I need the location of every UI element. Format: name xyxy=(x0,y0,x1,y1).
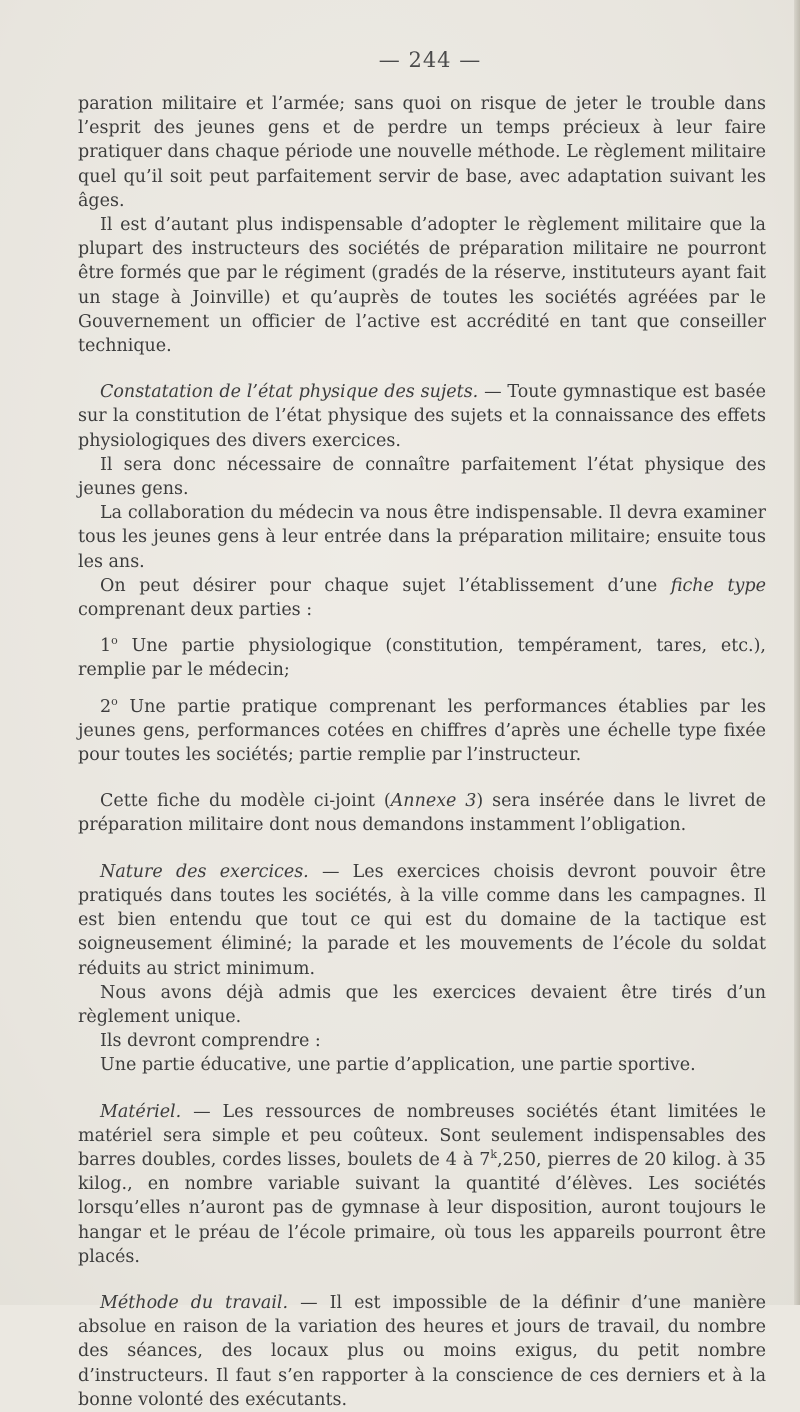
list-number: 1 xyxy=(100,636,112,657)
paragraph: Ils devront comprendre : xyxy=(100,1031,321,1052)
list-item: 2$^o$ Une partie pratique comprenant les performances établies par les jeunes gens, performances cotées en chiffres d’après une échelle type fixée pour toutes les sociétés; partie remplie par l’instructeur. xyxy=(78,694,766,766)
list-item: 1$^o$ Une partie physiologique (constitution, tempérament, tares, etc.), remplie par le médecin; xyxy=(78,634,766,681)
ordinal-mark: o xyxy=(111,694,118,708)
section-paragraph: Nature des exercices. — Les exercices choisis devront pouvoir être pratiqués dans toutes les sociétés, à la ville comme dans les campagnes. Il est bien entendu que tout ce qui est du domaine de la tactique est soigneusement éliminé; la parade et les mouvements de l’école du soldat réduits au strict minimum. xyxy=(78,861,766,979)
paragraph: Une partie éducative, une partie d’application, une partie sportive. xyxy=(100,1055,696,1076)
section-heading: Matériel. xyxy=(100,1101,182,1122)
italic-term: Annexe 3 xyxy=(390,791,477,812)
paragraph: Nous avons déjà admis que les exercices devaient être tirés d’un règlement unique. xyxy=(78,982,766,1027)
section-paragraph: Méthode du travail. — Il est impossible de la définir d’une manière absolue en raison de la variation des heures et jours de travail, du nombre des séances, des locaux plus ou moins exigus, du petit nombre d’instructeurs. Il faut s’en rapporter à la conscience de ces derniers et à la bonne volonté des exécutants. xyxy=(78,1292,767,1410)
italic-term: fiche type xyxy=(670,575,766,596)
page-body xyxy=(78,92,766,1412)
page-edge xyxy=(794,0,800,1305)
section-heading: Méthode du travail. xyxy=(100,1292,289,1313)
paragraph: La collaboration du médecin va nous être indispensable. Il devra examiner tous les jeunes gens à leur entrée dans la préparation militaire; ensuite tous les ans. xyxy=(78,503,766,572)
section-paragraph: Matériel. — Les ressources de nombreuses sociétés étant limitées le matériel sera simple et peu coûteux. Sont seulement indispensables des barres doubles, cordes lisses, boulets de 4 à 7$^k$,250, pierres de 20 kilog. à 35 kilog., en nombre variable suivant la quantité d’élèves. Les sociétés lorsqu’elles n’auront pas de gymnase à leur disposition, auront toujours le hangar et le préau de l’école primaire, où tous les appareils pourront être placés. xyxy=(78,1101,766,1267)
section-paragraph: Constatation de l’état physique des sujets. — Toute gymnastique est basée sur la constitution de l’état physique des sujets et la connaissance des effets physiologiques des divers exercices. xyxy=(78,382,766,451)
paragraph: paration militaire et l’armée; sans quoi on risque de jeter le trouble dans l’esprit des jeunes gens et de perdre un temps précieux à leur faire pratiquer dans chaque période une nouvelle méthode. Le règlement militaire quel qu’il soit peut parfaitement servir de base, avec adaptation suivant les âges. xyxy=(78,94,766,211)
list-number: 2 xyxy=(100,696,112,717)
unit-superscript: k xyxy=(490,1148,498,1162)
paragraph: Il est d’autant plus indispensable d’adopter le règlement militaire que la plupart des instructeurs des sociétés de préparation militaire ne pourront être formés que par le régiment (gradés de la réserve, instituteurs ayant fait un stage à Joinville) et qu’auprès de toutes les sociétés agréées par le Gouvernement un officier de l’active est accrédité en tant que conseiller technique. xyxy=(78,215,766,357)
paragraph: Cette fiche du modèle ci-joint (Annexe 3) sera insérée dans le livret de préparation militaire dont nous demandons instamment l’obligation. xyxy=(78,791,766,836)
section-heading: Constatation de l’état physique des sujets. xyxy=(100,382,479,403)
paragraph: On peut désirer pour chaque sujet l’établissement d’une fiche type comprenant deux parties : xyxy=(78,575,766,621)
page-number: — 244 — xyxy=(378,48,482,72)
paragraph: Il sera donc nécessaire de connaître parfaitement l’état physique des jeunes gens. xyxy=(78,454,766,500)
ordinal-mark: o xyxy=(111,634,118,648)
section-heading: Nature des exercices. xyxy=(100,861,309,882)
